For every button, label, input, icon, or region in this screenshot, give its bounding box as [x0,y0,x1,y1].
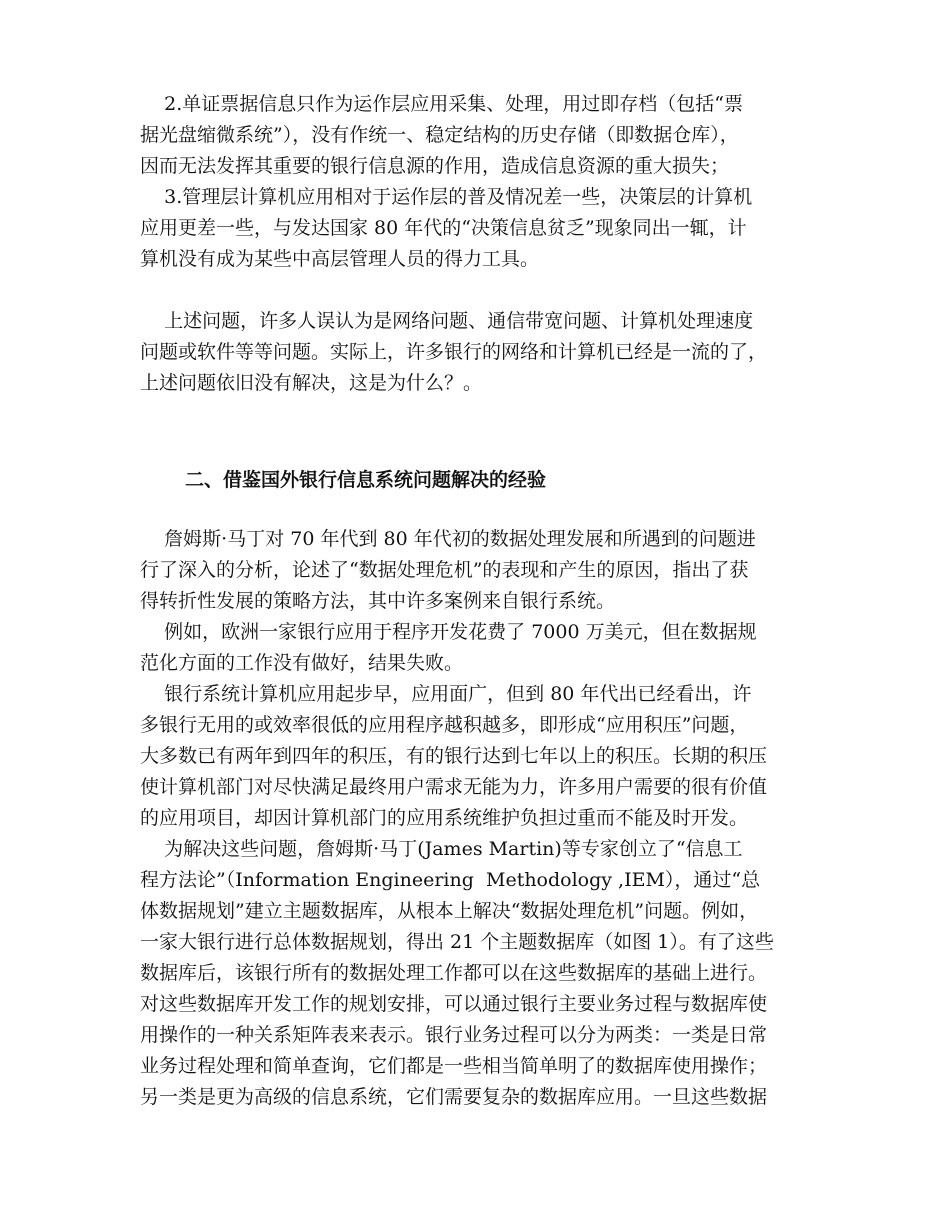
section-heading: 二、借鉴国外银行信息系统问题解决的经验 [185,469,547,491]
item3-line: 3.管理层计算机应用相对于运作层的普及情况差一些，决策层的计算机 [140,186,753,208]
summary-line: 上述问题，许多人误认为是网络问题、通信带宽问题、计算机处理速度 [140,310,754,332]
item2-line: 2.单证票据信息只作为运作层应用采集、处理，用过即存档（包括“票 [140,93,744,115]
para2-line: 例如，欧洲一家银行应用于程序开发花费了 7000 万美元，但在数据规 [140,621,757,643]
para4-line: 为解决这些问题，詹姆斯·马丁(James Martin)等专家创立了“信息工 [140,838,743,860]
para3-line: 使计算机部门对尽快满足最终用户需求无能为力，许多用户需要的很有价值 [140,776,768,798]
para3-line: 大多数已有两年到四年的积压，有的银行达到七年以上的积压。长期的积压 [140,745,768,767]
para4-line: 数据库后，该银行所有的数据处理工作都可以在这些数据库的基础上进行。 [140,962,768,984]
para1-line: 詹姆斯·马丁对 70 年代到 80 年代初的数据处理发展和所遇到的问题进 [140,528,756,550]
para3-line: 多银行无用的或效率很低的应用程序越积越多，即形成“应用积压”问题， [140,714,749,736]
item2-line: 因而无法发挥其重要的银行信息源的作用，造成信息资源的重大损失； [140,155,730,177]
summary-line: 上述问题依旧没有解决，这是为什么？。 [140,372,483,394]
para3-line: 银行系统计算机应用起步早，应用面广，但到 80 年代出已经看出，许 [140,683,752,705]
para4-line: 一家大银行进行总体数据规划，得出 21 个主题数据库（如图 1）。有了这些 [140,931,774,953]
summary-line: 问题或软件等等问题。实际上，许多银行的网络和计算机已经是一流的了， [140,341,768,363]
para1-line: 行了深入的分析，论述了“数据处理危机”的表现和产生的原因，指出了获 [140,559,749,581]
para4-line: 用操作的一种关系矩阵表来表示。银行业务过程可以分为两类：一类是日常 [140,1024,768,1046]
para4-line: 程方法论”（Information Engineering Methodology ,IEM），通过“总 [140,869,761,891]
item2-line: 据光盘缩微系统”），没有作统一、稳定结构的历史存储（即数据仓库）， [140,124,739,146]
para4-line: 对这些数据库开发工作的规划安排，可以通过银行主要业务过程与数据库使 [140,993,768,1015]
para4-line: 体数据规划”建立主题数据库，从根本上解决“数据处理危机”问题。例如， [140,900,759,922]
item3-line: 应用更差一些，与发达国家 80 年代的“决策信息贫乏”现象同出一辄，计 [140,217,747,239]
para4-line: 业务过程处理和简单查询，它们都是一些相当简单明了的数据库使用操作； [140,1055,768,1077]
para1-line: 得转折性发展的策略方法，其中许多案例来自银行系统。 [140,590,616,612]
para4-line: 另一类是更为高级的信息系统，它们需要复杂的数据库应用。一旦这些数据 [140,1086,768,1108]
para3-line: 的应用项目，却因计算机部门的应用系统维护负担过重而不能及时开发。 [140,807,749,829]
para2-line: 范化方面的工作没有做好，结果失败。 [140,652,464,674]
item3-line: 算机没有成为某些中高层管理人员的得力工具。 [140,248,540,270]
